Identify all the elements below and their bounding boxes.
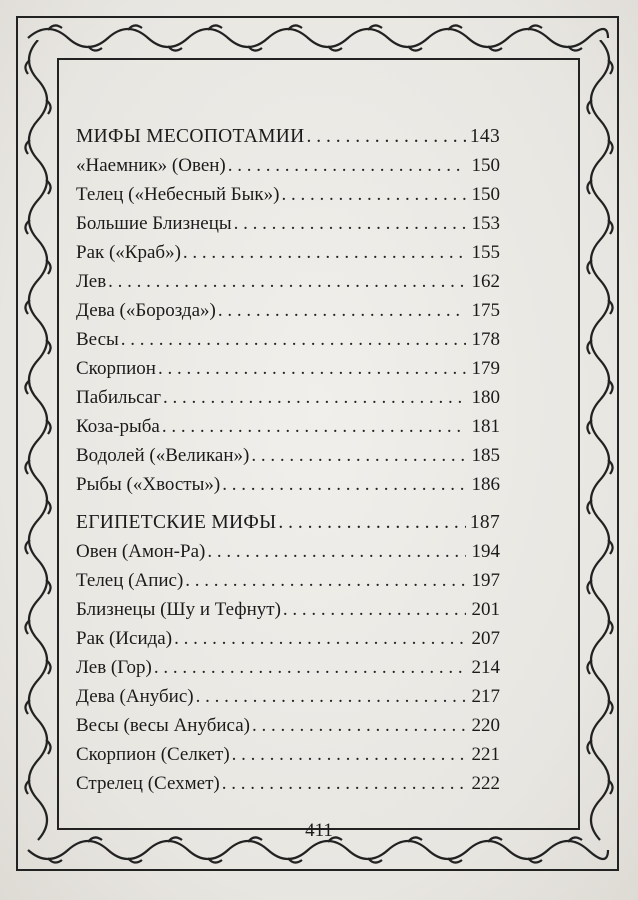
leader-dots (174, 624, 466, 653)
toc-page-number: 162 (471, 271, 500, 292)
toc-page-number: 153 (471, 213, 500, 234)
toc-page-number: 201 (471, 599, 500, 620)
leader-dots (228, 151, 466, 180)
toc-entry-title: Рыбы («Хвосты») (76, 474, 221, 495)
leader-dots (222, 769, 466, 798)
ornament-left-border (18, 40, 58, 850)
toc-page-number: 181 (471, 416, 500, 437)
toc-entry[interactable] (76, 296, 500, 325)
toc-page-number: 186 (471, 474, 500, 495)
section-gap (76, 499, 500, 508)
toc-page-number: 175 (471, 300, 500, 321)
toc-entry[interactable] (76, 354, 500, 383)
ornament-top-border (18, 18, 618, 58)
toc-entry-title: Дева (Анубис) (76, 686, 194, 707)
toc-entry-title: Дева («Борозда») (76, 300, 216, 321)
toc-entry[interactable] (76, 412, 500, 441)
toc-entry[interactable] (76, 653, 500, 682)
toc-heading-title: ЕГИПЕТСКИЕ МИФЫ (76, 512, 277, 533)
toc-entry-title: Стрелец (Сехмет) (76, 773, 220, 794)
toc-entry[interactable] (76, 441, 500, 470)
leader-dots (183, 238, 466, 267)
toc-entry-title: Коза-рыба (76, 416, 160, 437)
leader-dots (163, 383, 466, 412)
toc-entry[interactable] (76, 180, 500, 209)
toc-entry-title: Лев (Гор) (76, 657, 152, 678)
toc-entry[interactable] (76, 470, 500, 499)
toc-page-number: 143 (469, 126, 500, 147)
leader-dots (251, 441, 466, 470)
toc-entry-title: Скорпион (76, 358, 156, 379)
toc-entry-title: Скорпион (Селкет) (76, 744, 230, 765)
leader-dots (232, 740, 466, 769)
leader-dots (207, 537, 466, 566)
toc-page-number: 185 (471, 445, 500, 466)
toc-entry-title: Весы (весы Анубиса) (76, 715, 250, 736)
toc-page-number: 180 (471, 387, 500, 408)
leader-dots (234, 209, 466, 238)
toc-page-number: 155 (471, 242, 500, 263)
leader-dots (185, 566, 466, 595)
leader-dots (307, 122, 466, 151)
leader-dots (196, 682, 466, 711)
leader-dots (222, 470, 466, 499)
page-number: 411 (305, 820, 333, 841)
toc-entry-title: Близнецы (Шу и Тефнут) (76, 599, 281, 620)
toc-page-number: 217 (471, 686, 500, 707)
toc-page-number: 214 (471, 657, 500, 678)
toc-page-number: 178 (471, 329, 500, 350)
toc-heading-title: МИФЫ МЕСОПОТАМИИ (76, 126, 305, 147)
leader-dots (278, 508, 466, 537)
toc-entry[interactable] (76, 566, 500, 595)
toc-page-number: 179 (471, 358, 500, 379)
leader-dots (218, 296, 466, 325)
toc-page-number: 150 (471, 155, 500, 176)
toc-entry-title: Телец («Небесный Бык») (76, 184, 280, 205)
leader-dots (162, 412, 466, 441)
leader-dots (108, 267, 466, 296)
toc-entry-title: Весы (76, 329, 119, 350)
toc-entry-title: Рак (Исида) (76, 628, 173, 649)
toc-section-heading[interactable] (76, 508, 500, 537)
ornament-right-border (580, 40, 620, 850)
toc-page-number: 221 (471, 744, 500, 765)
toc-page-number: 220 (471, 715, 500, 736)
leader-dots (252, 711, 466, 740)
toc-entry-title: Рак («Краб») (76, 242, 181, 263)
toc-entry-title: Овен (Амон-Ра) (76, 541, 206, 562)
leader-dots (158, 354, 466, 383)
leader-dots (281, 180, 466, 209)
toc-entry[interactable] (76, 267, 500, 296)
toc-entry-title: Телец (Апис) (76, 570, 184, 591)
leader-dots (283, 595, 466, 624)
toc-entry[interactable] (76, 537, 500, 566)
toc-page-number: 207 (471, 628, 500, 649)
toc-page-number: 222 (471, 773, 500, 794)
table-of-contents (76, 122, 500, 798)
toc-section-heading[interactable] (76, 122, 500, 151)
toc-entry[interactable] (76, 209, 500, 238)
toc-entry-title: Большие Близнецы (76, 213, 232, 234)
toc-entry[interactable] (76, 682, 500, 711)
toc-page-number: 187 (469, 512, 500, 533)
toc-entry[interactable] (76, 740, 500, 769)
toc-entry[interactable] (76, 383, 500, 412)
leader-dots (121, 325, 466, 354)
toc-entry[interactable] (76, 238, 500, 267)
toc-entry-title: Лев (76, 271, 107, 292)
toc-entry[interactable] (76, 711, 500, 740)
leader-dots (154, 653, 466, 682)
toc-entry[interactable] (76, 624, 500, 653)
toc-page-number: 197 (471, 570, 500, 591)
toc-entry[interactable] (76, 325, 500, 354)
toc-entry[interactable] (76, 595, 500, 624)
toc-entry-title: «Наемник» (Овен) (76, 155, 226, 176)
toc-entry[interactable] (76, 769, 500, 798)
toc-page-number: 150 (471, 184, 500, 205)
toc-entry-title: Водолей («Великан») (76, 445, 250, 466)
toc-page-number: 194 (471, 541, 500, 562)
toc-entry[interactable] (76, 151, 500, 180)
toc-entry-title: Пабильсаг (76, 387, 162, 408)
